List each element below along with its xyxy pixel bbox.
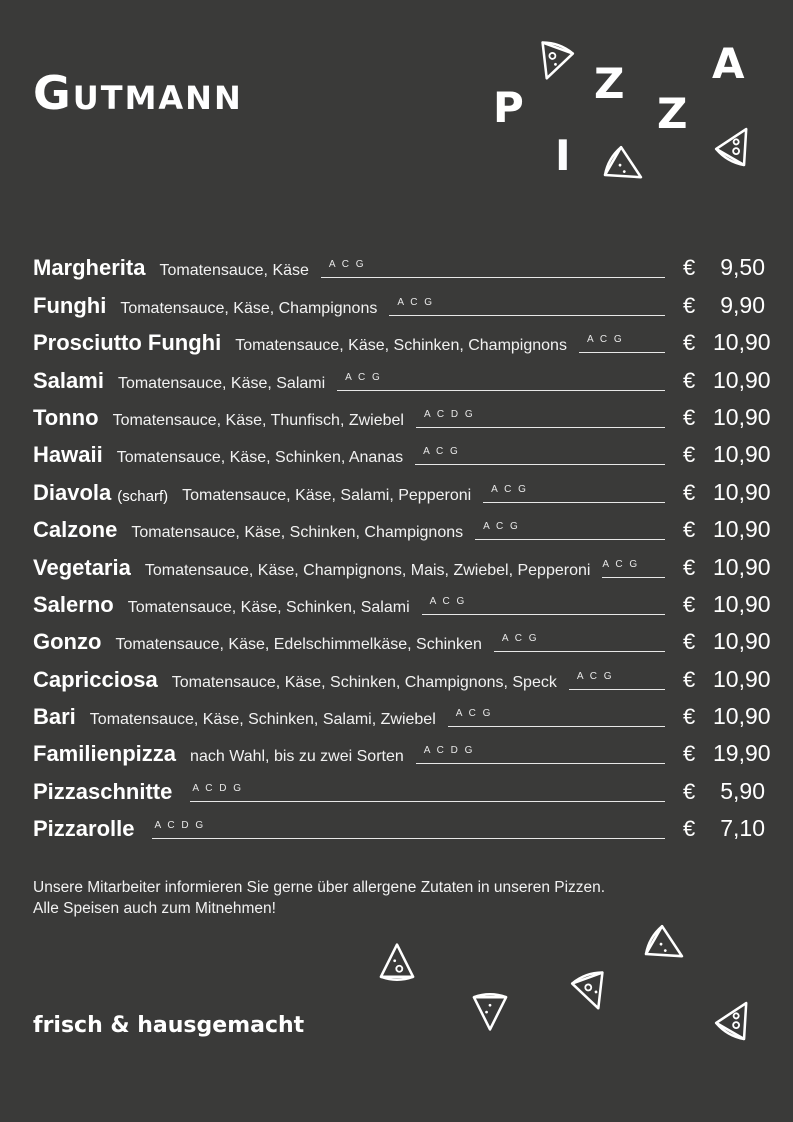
item-allergens: A C G bbox=[491, 483, 528, 495]
item-name: Margherita bbox=[33, 255, 146, 281]
brand-name: Gutmann bbox=[33, 66, 243, 120]
item-allergens: A C G bbox=[328, 259, 366, 271]
dotted-line bbox=[190, 782, 665, 802]
item-allergens: A C G bbox=[501, 633, 539, 645]
item-allergens: A C D G bbox=[423, 408, 475, 420]
item-name: Pizzaschnitte bbox=[33, 778, 173, 804]
item-price: 9,90 bbox=[720, 291, 765, 318]
menu-item bbox=[33, 809, 765, 846]
currency-symbol: € bbox=[683, 778, 696, 804]
currency-symbol: € bbox=[683, 255, 696, 281]
title-letter-a: A bbox=[712, 39, 745, 88]
currency-symbol: € bbox=[683, 292, 696, 318]
item-price: 19,90 bbox=[713, 740, 771, 767]
dotted-line bbox=[415, 446, 665, 465]
item-name: Gonzo bbox=[33, 629, 102, 655]
item-price: 10,90 bbox=[713, 478, 771, 505]
item-price: 10,90 bbox=[713, 403, 771, 430]
menu-item bbox=[33, 472, 771, 509]
dotted-line bbox=[494, 633, 665, 652]
currency-symbol: € bbox=[683, 404, 696, 430]
item-description: nach Wahl, bis zu zwei Sorten bbox=[190, 748, 404, 766]
item-allergens: A C G bbox=[586, 334, 624, 346]
pizza-slice-icon bbox=[602, 145, 648, 191]
pizza-slice-icon bbox=[568, 968, 616, 1014]
menu-item bbox=[33, 398, 771, 435]
item-name: Calzone bbox=[33, 517, 118, 543]
dotted-line bbox=[579, 334, 665, 353]
menu-list bbox=[33, 248, 771, 846]
info-text bbox=[33, 877, 605, 919]
currency-symbol: € bbox=[683, 629, 696, 655]
item-description: Tomatensauce, Käse, Schinken, Ananas bbox=[116, 449, 404, 467]
item-price: 7,10 bbox=[720, 815, 765, 842]
item-description: Tomatensauce, Käse, Edelschimmelkäse, Schinken bbox=[115, 636, 482, 654]
menu-item bbox=[33, 285, 765, 322]
currency-symbol: € bbox=[683, 666, 696, 692]
dotted-line bbox=[483, 483, 665, 503]
item-price: 10,90 bbox=[713, 665, 771, 692]
item-name: Tonno bbox=[33, 404, 99, 430]
title-letter-p: P bbox=[493, 83, 524, 132]
item-price: 10,90 bbox=[713, 553, 771, 580]
menu-item bbox=[33, 435, 771, 472]
item-description: Tomatensauce, Käse, Thunfisch, Zwiebel bbox=[112, 411, 404, 429]
item-description: Tomatensauce, Käse, Schinken, Salami, Zwiebel bbox=[89, 711, 436, 729]
item-note: (scharf) bbox=[117, 487, 169, 505]
item-description: Tomatensauce, Käse bbox=[159, 262, 309, 280]
currency-symbol: € bbox=[683, 479, 696, 505]
item-description: Tomatensauce, Käse, Schinken, Champignons bbox=[235, 337, 567, 355]
currency-symbol: € bbox=[683, 367, 696, 393]
pizza-slice-icon bbox=[466, 988, 514, 1034]
item-price: 10,90 bbox=[713, 516, 771, 543]
info-line-takeaway: Alle Speisen auch zum Mitnehmen! bbox=[33, 900, 276, 917]
menu-item bbox=[33, 360, 771, 397]
item-allergens: A C G bbox=[576, 670, 614, 682]
pizza-slice-icon bbox=[713, 996, 761, 1042]
item-name: Familienpizza bbox=[33, 741, 177, 767]
item-description: Tomatensauce, Käse, Champignons, Mais, Zwiebel, Pepperoni bbox=[144, 561, 591, 579]
item-description: Tomatensauce, Käse, Champignons bbox=[120, 299, 378, 317]
item-price: 10,90 bbox=[713, 628, 771, 655]
dotted-line bbox=[475, 521, 665, 540]
dotted-line bbox=[422, 595, 665, 615]
item-name: Salami bbox=[33, 367, 104, 393]
item-description: Tomatensauce, Käse, Schinken, Champignons bbox=[131, 524, 464, 542]
item-allergens: A C G bbox=[397, 296, 435, 308]
item-price: 10,90 bbox=[713, 366, 771, 393]
menu-item bbox=[33, 622, 771, 659]
menu-item bbox=[33, 547, 771, 584]
menu-item bbox=[33, 659, 771, 696]
item-name: Diavola bbox=[33, 479, 112, 505]
currency-symbol: € bbox=[683, 704, 696, 730]
dotted-line bbox=[152, 820, 665, 839]
item-description: Tomatensauce, Käse, Schinken, Champignons, Speck bbox=[171, 673, 557, 691]
item-allergens: A C D G bbox=[154, 820, 206, 832]
item-name: Salerno bbox=[33, 591, 114, 617]
title-letter-i: I bbox=[555, 131, 571, 180]
item-name: Capricciosa bbox=[33, 666, 158, 692]
item-allergens: A C G bbox=[423, 446, 460, 458]
currency-symbol: € bbox=[683, 816, 696, 842]
title-letter-z2: Z bbox=[657, 89, 688, 138]
item-name: Prosciutto Funghi bbox=[33, 330, 222, 356]
item-description: Tomatensauce, Käse, Schinken, Salami bbox=[127, 598, 410, 616]
menu-item bbox=[33, 771, 765, 808]
item-description: Tomatensauce, Käse, Salami, Pepperoni bbox=[182, 486, 472, 504]
item-name: Funghi bbox=[33, 292, 107, 318]
dotted-line bbox=[602, 558, 665, 578]
item-name: Pizzarolle bbox=[33, 816, 135, 842]
dotted-line bbox=[416, 408, 665, 428]
dotted-line bbox=[569, 670, 665, 690]
title-letter-z1: Z bbox=[594, 59, 625, 108]
item-price: 10,90 bbox=[713, 590, 771, 617]
currency-symbol: € bbox=[683, 517, 696, 543]
item-allergens: A C D G bbox=[192, 782, 244, 794]
item-allergens: A C D G bbox=[423, 745, 475, 757]
pizza-slice-icon bbox=[530, 38, 576, 84]
dotted-line bbox=[389, 296, 665, 316]
menu-item bbox=[33, 323, 771, 360]
menu-item bbox=[33, 510, 771, 547]
item-name: Bari bbox=[33, 704, 76, 730]
dotted-line bbox=[448, 708, 665, 727]
dotted-line bbox=[337, 371, 665, 391]
pizza-slice-icon bbox=[372, 940, 422, 986]
item-name: Vegetaria bbox=[33, 554, 131, 580]
currency-symbol: € bbox=[683, 741, 696, 767]
item-price: 9,50 bbox=[720, 254, 765, 281]
item-name: Hawaii bbox=[33, 442, 103, 468]
dotted-line bbox=[416, 745, 665, 764]
dotted-line bbox=[321, 259, 665, 278]
menu-item bbox=[33, 697, 771, 734]
item-description: Tomatensauce, Käse, Salami bbox=[117, 374, 326, 392]
info-line-allergens: Unsere Mitarbeiter informieren Sie gerne über allergene Zutaten in unseren Pizzen. bbox=[33, 879, 606, 896]
menu-item bbox=[33, 248, 765, 285]
currency-symbol: € bbox=[683, 554, 696, 580]
item-allergens: A C G bbox=[429, 595, 467, 607]
pizza-slice-icon bbox=[642, 924, 690, 970]
item-price: 10,90 bbox=[713, 329, 771, 356]
currency-symbol: € bbox=[683, 591, 696, 617]
item-allergens: A C G bbox=[345, 371, 382, 383]
pizza-slice-icon bbox=[714, 122, 760, 168]
menu-item bbox=[33, 585, 771, 622]
item-price: 5,90 bbox=[720, 777, 765, 804]
item-allergens: A C G bbox=[483, 521, 520, 533]
item-price: 10,90 bbox=[713, 703, 771, 730]
currency-symbol: € bbox=[683, 442, 696, 468]
item-price: 10,90 bbox=[713, 441, 771, 468]
item-allergens: A C G bbox=[602, 558, 640, 570]
currency-symbol: € bbox=[683, 330, 696, 356]
tagline: frisch & hausgemacht bbox=[33, 1013, 305, 1038]
menu-item bbox=[33, 734, 771, 771]
item-allergens: A C G bbox=[455, 708, 493, 720]
